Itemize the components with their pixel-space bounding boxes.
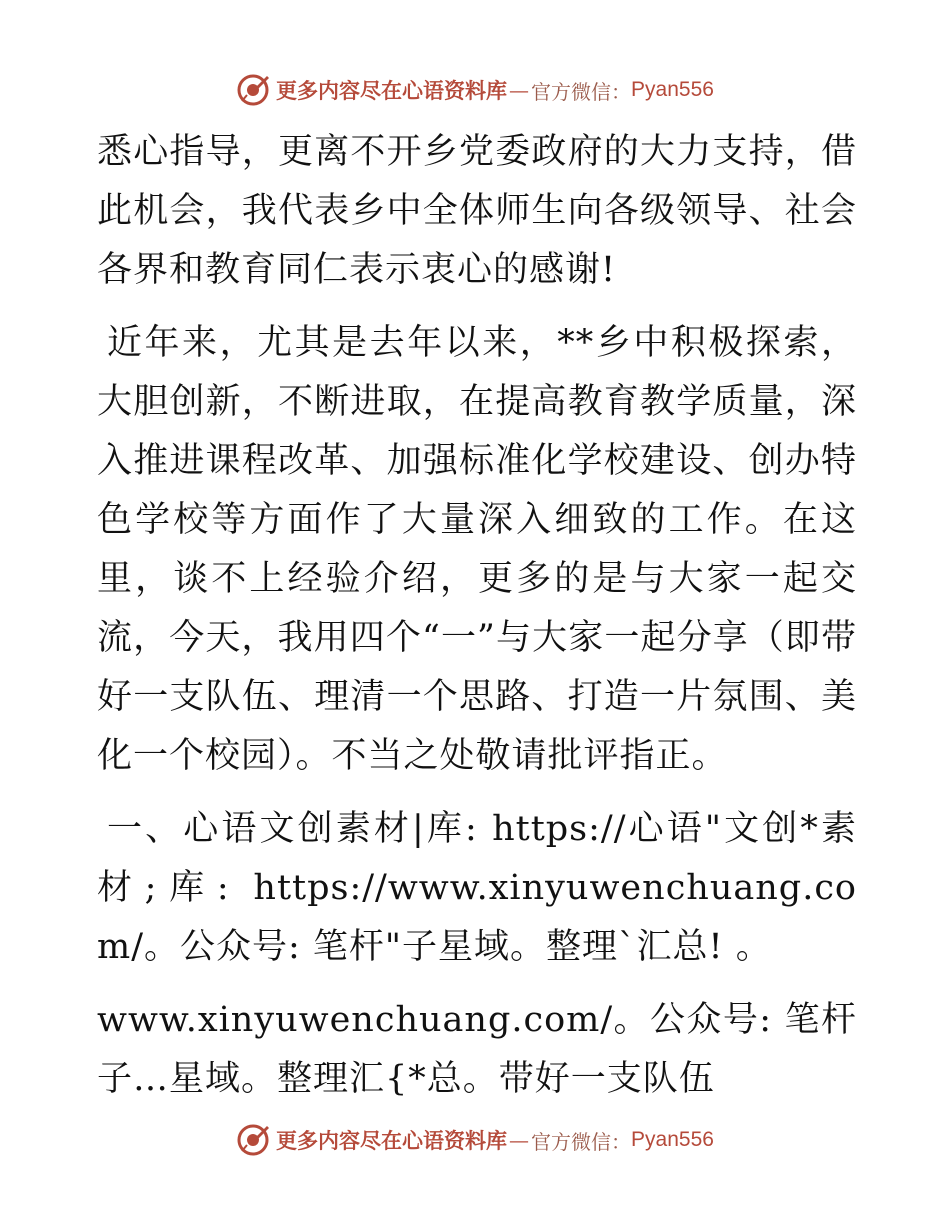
footer-separator: — (509, 1128, 530, 1152)
pen-logo-icon (236, 1123, 270, 1157)
footer-wechat-label: 官方微信： (531, 1129, 632, 1154)
header-wechat-label: 官方微信： (531, 79, 632, 104)
header-separator: — (509, 78, 530, 102)
paragraph-1: 悉心指导，更离不开乡党委政府的大力支持，借此机会，我代表乡中全体师生向各级领导、社会各界和教育同仁表示衷心的感谢! (97, 132, 857, 290)
header-brand-text: 更多内容尽在心语资料库 (276, 78, 508, 103)
pen-logo-icon (236, 73, 270, 107)
paragraph-2: 近年来，尤其是去年以来，**乡中积极探索，大胆创新，不断进取，在提高教育教学质量，深入推进课程改革、加强标准化学校建设、创办特色学校等方面作了大量深入细致的工作。在这里，谈不上经验介绍，更多的是与大家一起交流，今天，我用四个“一”与大家一起分享（即带好一支队伍、理清一个思路、打造一片氛围、美化一个校园）。不当之处敬请批评指正。 (97, 323, 857, 776)
footer-wechat-id: Pyan556 (631, 1128, 714, 1151)
document-body (97, 123, 857, 1123)
footer-banner (0, 1118, 950, 1162)
footer-brand-text: 更多内容尽在心语资料库 (276, 1128, 508, 1153)
paragraph-3: 一、心语文创素材|库: https://心语"文创*素材;库: https://www.xinyuwenchuang.com/。公众号: 笔杆"子星域。整理`汇总! 。 (97, 809, 857, 967)
header-banner (0, 68, 950, 112)
header-wechat-id: Pyan556 (631, 78, 714, 101)
paragraph-4: www.xinyuwenchuang.com/。公众号: 笔杆子…星域。整理汇{*总。带好一支队伍 (97, 1000, 857, 1099)
